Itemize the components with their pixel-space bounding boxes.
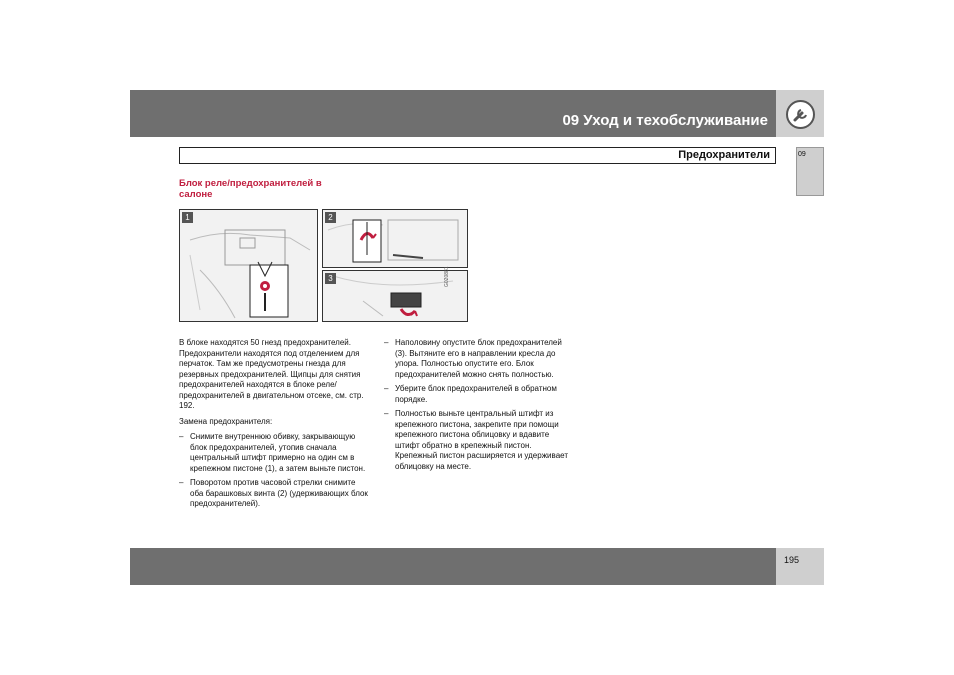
intro-paragraph: В блоке находятся 50 гнезд предохранителей. Предохранители находятся под отделением для перчаток. Там же предусмотрены гнезда для резервных предохранителей. Щипцы для снятия предохранителей находятся в блоке реле/предохранителей в двигательном отсеке, см. стр. 192. <box>179 338 364 410</box>
list-item-text: Снимите внутреннюю обивку, закрывающую блок предохранителей, утопив сначала центральный штифт примерно на один см в крепежном пистоне (1), а затем выньте пистон. <box>190 432 366 473</box>
right-text-column <box>384 338 574 476</box>
figure-2 <box>322 209 468 268</box>
replace-fuse-label: Замена предохранителя: <box>179 416 273 426</box>
page-number: 195 <box>784 555 800 565</box>
figure-3-label: 3 <box>325 273 336 284</box>
list-item-text: Полностью выньте центральный штифт из крепежного пистона, закрепите при помощи крепежного пистона облицовку и вдавите штифт обратно в крепежный пистон. Крепежный пистон расширяется и удерживает облицовку на месте. <box>395 409 568 471</box>
list-item-text: Уберите блок предохранителей в обратном порядке. <box>395 384 557 404</box>
list-item <box>179 478 368 510</box>
dash-bullet: – <box>384 338 389 347</box>
chapter-header-bar <box>130 90 776 137</box>
list-item <box>384 409 574 472</box>
figure-1-illustration <box>180 210 317 321</box>
dash-bullet: – <box>384 384 389 393</box>
figure-1 <box>179 209 318 322</box>
figure-2-illustration <box>323 210 467 267</box>
chapter-tab <box>796 147 824 196</box>
list-item-text: Поворотом против часовой стрелки снимите оба барашковых винта (2) (удерживающих блок предохранителей). <box>190 478 368 508</box>
list-item <box>384 338 574 380</box>
dash-bullet: – <box>384 409 389 418</box>
section-title-box <box>179 147 776 164</box>
list-item-text: Наполовину опустите блок предохранителей (3). Вытяните его в направлении кресла до упора. Полностью опустите его. Блок предохранителей можно снять полностью. <box>395 338 562 379</box>
section-title: Предохранители <box>678 149 770 161</box>
footer-bar <box>130 548 776 585</box>
chapter-icon-box <box>776 90 824 137</box>
list-item <box>384 384 574 405</box>
chapter-title: 09 Уход и техобслуживание <box>562 112 768 129</box>
figure-image-id: G020881 <box>444 266 450 287</box>
dash-bullet: – <box>179 478 184 487</box>
left-text-column <box>179 338 368 514</box>
figure-1-label: 1 <box>182 212 193 223</box>
chapter-tab-label: 09 <box>798 151 806 158</box>
page-heading: Блок реле/предохранителей в салоне <box>179 178 322 200</box>
dash-bullet: – <box>179 432 184 441</box>
page-number-box <box>776 548 824 585</box>
wrench-icon <box>786 100 815 129</box>
list-item <box>179 432 368 474</box>
figure-2-label: 2 <box>325 212 336 223</box>
